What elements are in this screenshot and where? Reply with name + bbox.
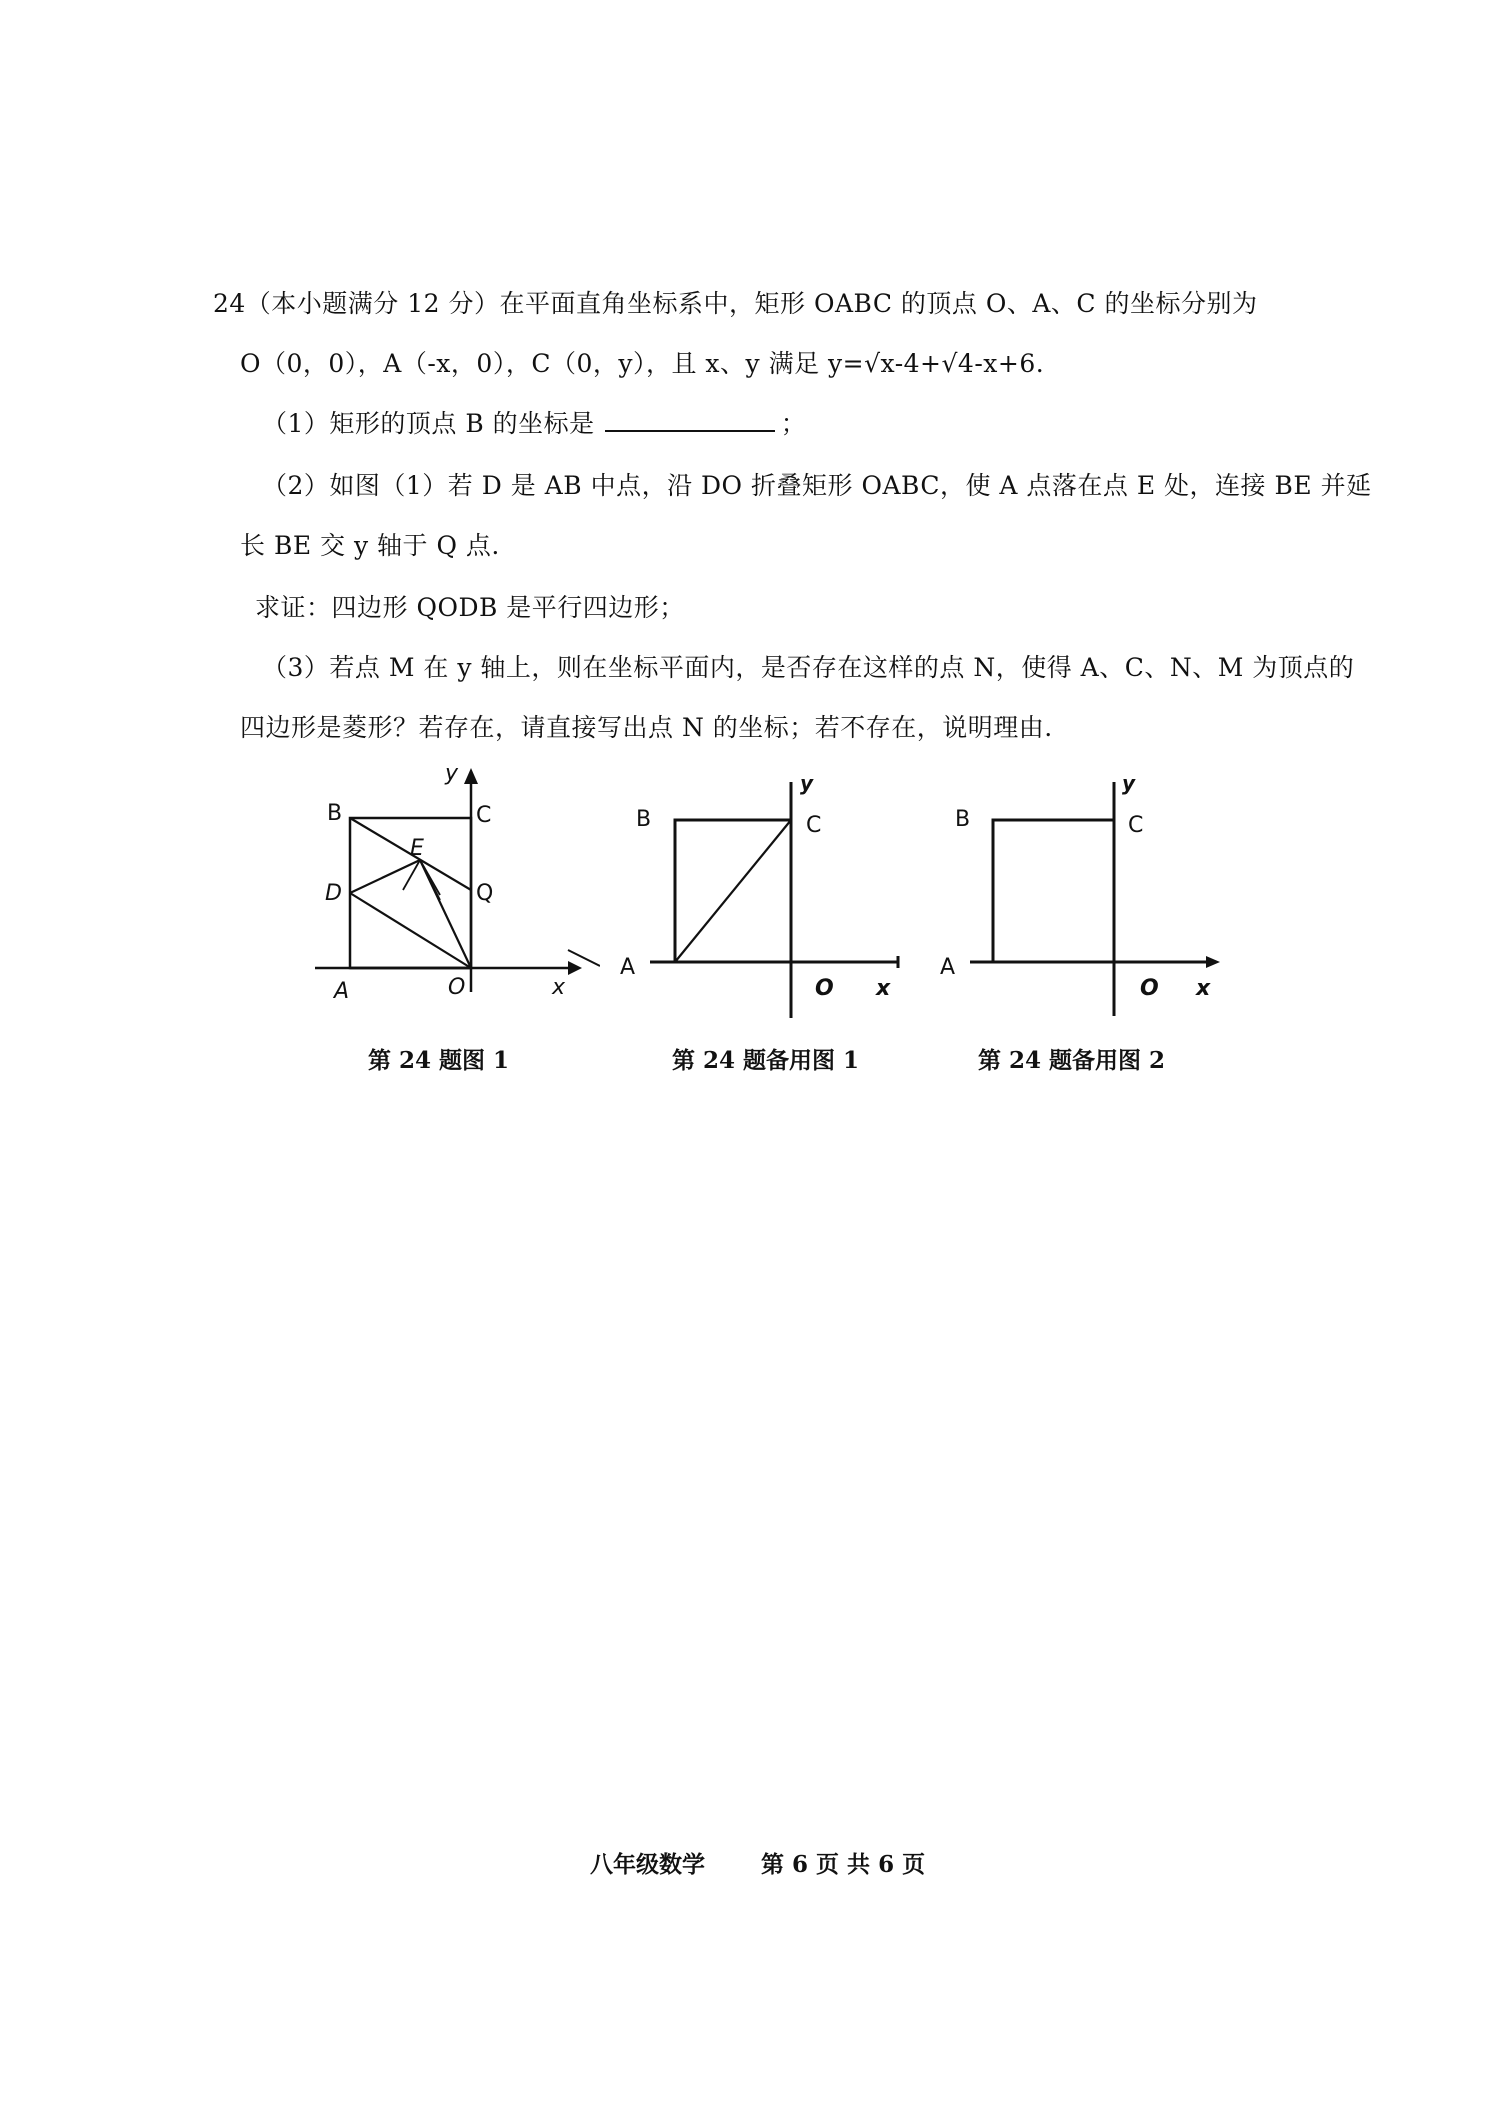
part3-line-1: （3）若点 M 在 y 轴上，则在坐标平面内，是否存在这样的点 N，使得 A、C、N、M 为顶点的 — [262, 653, 1355, 682]
question-line-2: O（0，0），A（-x，0），C（0，y），且 x、y 满足 y=√x-4+√4-x+6. — [240, 349, 1045, 378]
fig1-label-y: y — [445, 761, 459, 786]
part1-line — [262, 406, 806, 442]
fig3-x-arrow — [1206, 956, 1220, 968]
fig1-label-O: O — [448, 975, 466, 1000]
fig1-label-x: x — [552, 975, 566, 1000]
fig2-label-A: A — [620, 955, 636, 980]
fig1-x-arrow — [568, 961, 582, 975]
question-line-1: 24（本小题满分 12 分）在平面直角坐标系中，矩形 OABC 的顶点 O、A、C 的坐标分别为 — [213, 289, 1258, 318]
part2-line-2: 长 BE 交 y 轴于 Q 点. — [240, 531, 500, 560]
fig1-label-D: D — [325, 881, 342, 906]
fig1-label-C: C — [476, 803, 492, 828]
figure-2 — [610, 770, 910, 1020]
fig2-label-O: O — [815, 976, 834, 1001]
footer-page-number: 第 6 页 共 6 页 — [761, 1851, 926, 1878]
figure-1-caption: 第 24 题图 1 — [368, 1047, 510, 1074]
fig2-label-y: y — [800, 771, 814, 795]
answer-blank — [605, 406, 775, 432]
fig1-label-A: A — [334, 979, 350, 1004]
fig3-label-O: O — [1140, 976, 1159, 1001]
part2-line-1: （2）如图（1）若 D 是 AB 中点，沿 DO 折叠矩形 OABC，使 A 点落在点 E 处，连接 BE 并延 — [262, 471, 1372, 500]
fig1-label-E: E — [410, 836, 424, 861]
footer-subject: 八年级数学 — [590, 1851, 705, 1878]
footer — [590, 1846, 925, 1879]
figure-3-caption: 第 24 题备用图 2 — [978, 1047, 1166, 1074]
fig3-rectangle — [993, 820, 1114, 962]
fig3-label-C: C — [1128, 813, 1144, 838]
fig2-label-C: C — [806, 813, 822, 838]
figure-1 — [300, 760, 600, 1010]
fig2-diagonal-AC — [675, 820, 791, 962]
fig3-label-x: x — [1196, 976, 1211, 1001]
fig1-y-arrow — [464, 768, 478, 784]
figure-2-caption: 第 24 题备用图 1 — [672, 1047, 860, 1074]
fig1-label-B: B — [327, 801, 343, 826]
fig3-label-A: A — [940, 955, 956, 980]
part2-line-3: 求证：四边形 QODB 是平行四边形； — [255, 593, 685, 622]
fig1-label-Q: Q — [476, 881, 494, 906]
fig3-label-B: B — [955, 807, 971, 832]
fig2-label-x: x — [876, 976, 891, 1001]
part1-prefix: （1）矩形的顶点 B 的坐标是 — [262, 409, 595, 438]
figure-3 — [930, 770, 1230, 1020]
fig3-label-y: y — [1122, 771, 1136, 795]
fig1-line-DE — [350, 860, 420, 893]
part1-suffix: ； — [780, 409, 807, 438]
fig2-label-B: B — [636, 807, 652, 832]
part3-line-2: 四边形是菱形？若存在，请直接写出点 N 的坐标；若不存在，说明理由. — [240, 713, 1053, 742]
